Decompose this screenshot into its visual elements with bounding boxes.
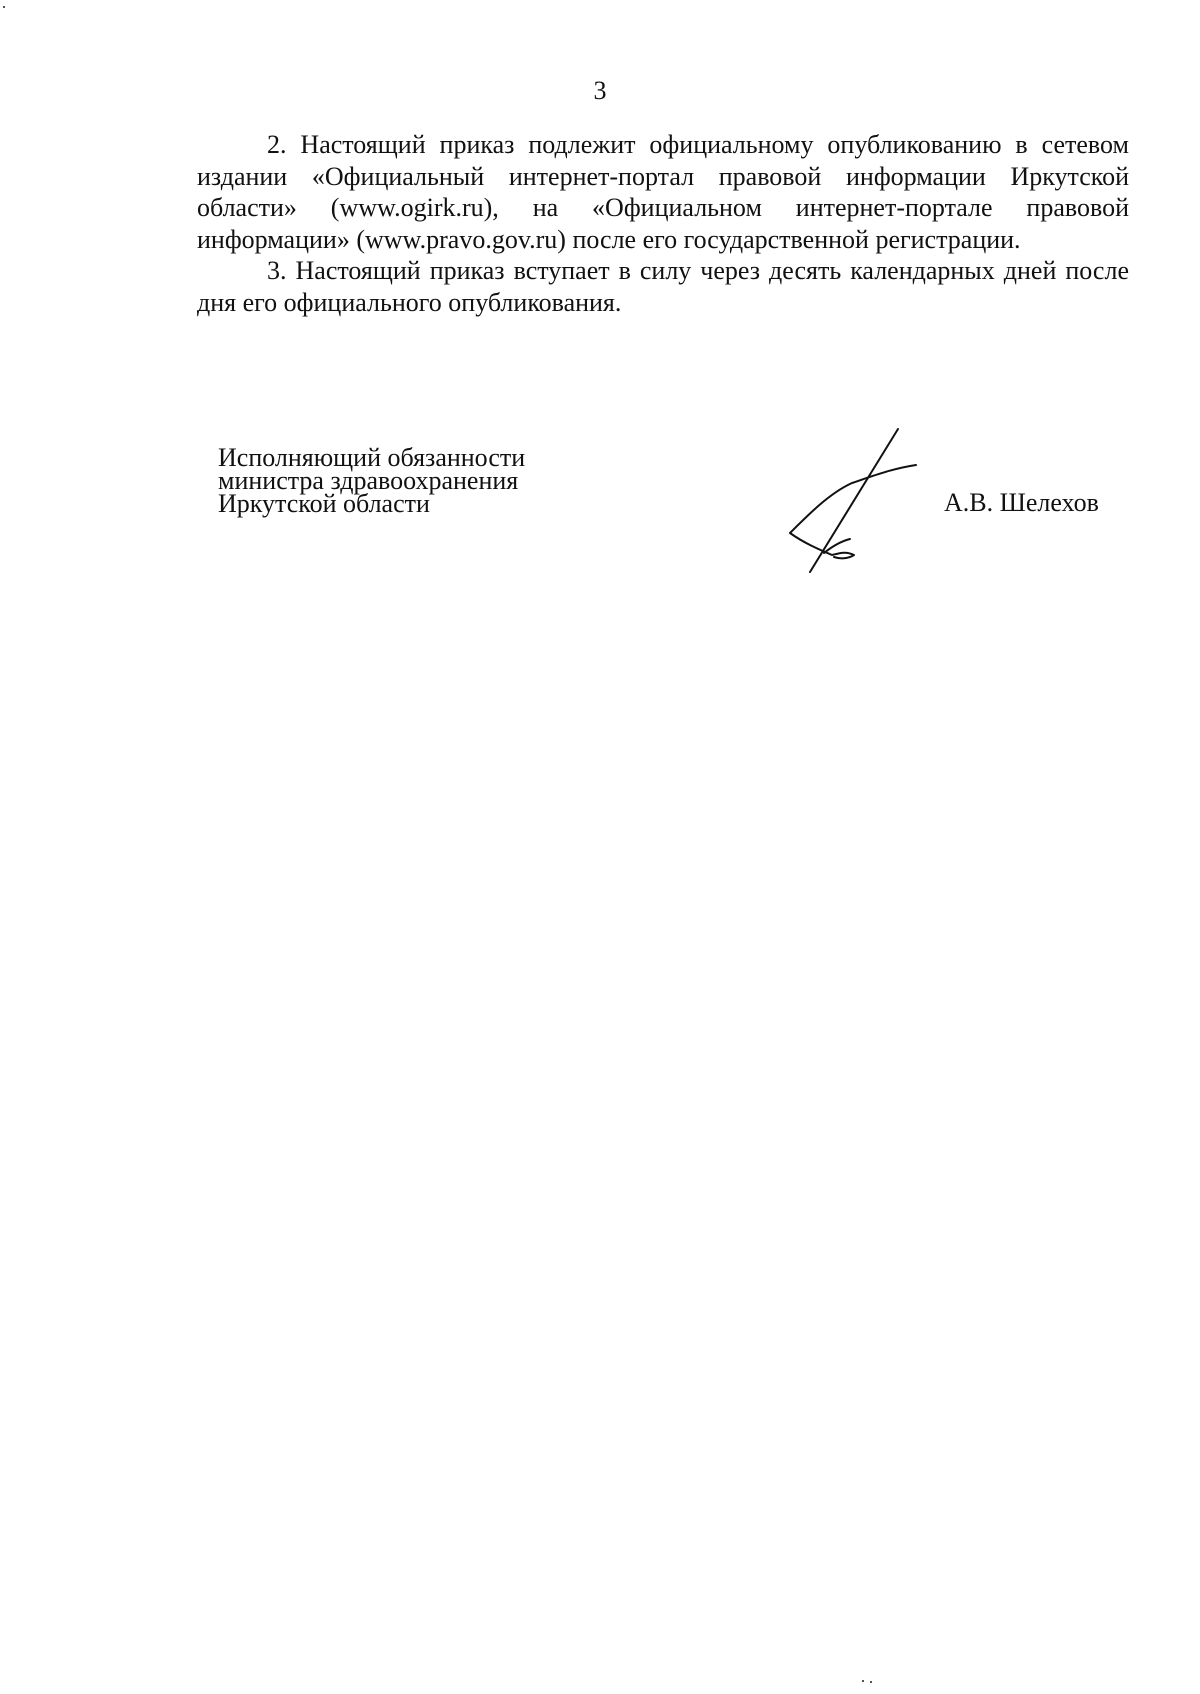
position-line: Исполняющий обязанности — [218, 443, 526, 472]
scan-speck — [3, 6, 5, 8]
position-line: Иркутской области — [218, 489, 430, 518]
signatory-position — [218, 443, 526, 518]
position-line: министра здравоохранения — [218, 466, 519, 495]
scan-speck — [862, 1680, 864, 1682]
scan-speck — [870, 1681, 872, 1683]
document-body — [197, 129, 1129, 319]
signer-name: А.В. Шелехов — [944, 488, 1099, 517]
handwritten-signature — [780, 425, 920, 575]
paragraph-effective-date: 3. Настоящий приказ вступает в силу через десять календарных дней после дня его официального опубликования. — [197, 256, 1129, 317]
signature-stroke — [790, 465, 916, 558]
page-number: 3 — [593, 76, 607, 105]
paragraph-publication: 2. Настоящий приказ подлежит официальному опубликованию в сетевом издании «Официальный интернет-портал правовой информации Иркутской области» (www.ogirk.ru), на «Официальном интернет-портале правовой информации» (www.pravo.gov.ru) после его государственной регистрации. — [197, 130, 1129, 254]
